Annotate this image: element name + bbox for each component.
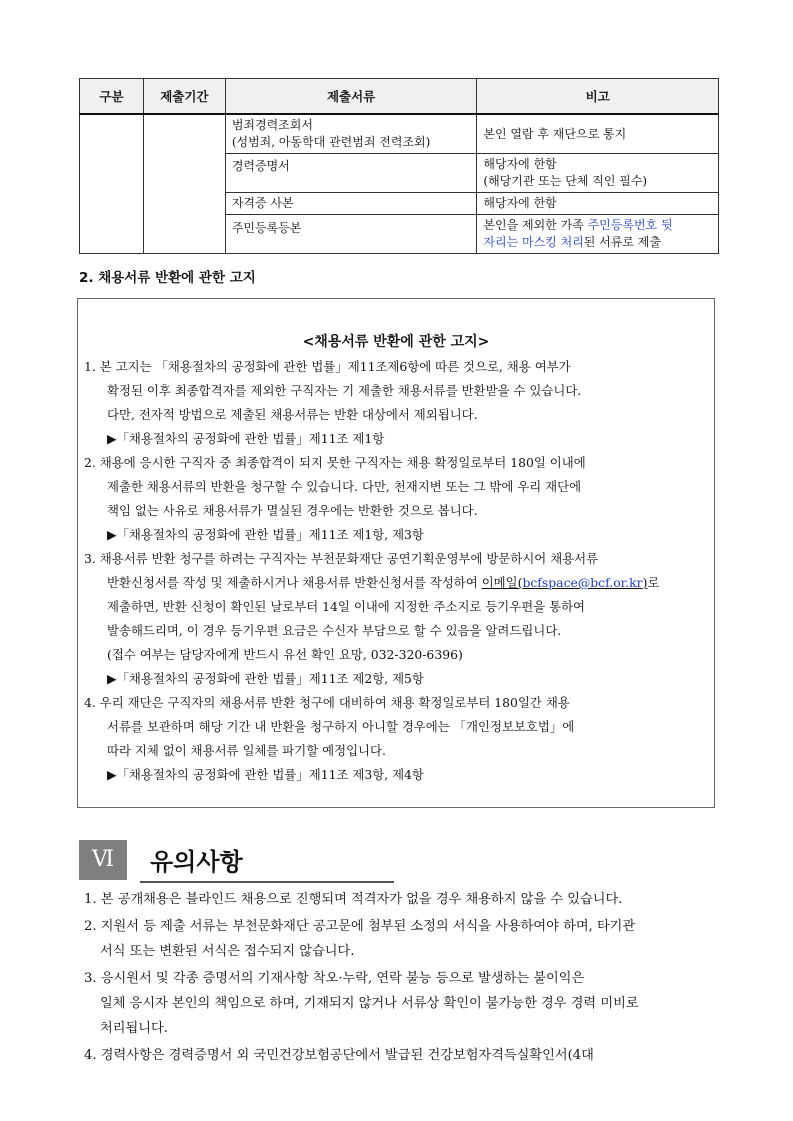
email-link[interactable] [482, 575, 648, 590]
table-row [80, 114, 719, 154]
period-cell [143, 114, 225, 254]
doc-name: 자격증 사본 [231, 196, 294, 210]
notice-line [107, 575, 659, 591]
caution-item: 4. 경력사항은 경력증명서 외 국민건강보험공단에서 발급된 건강보험자격득실확인서(4대 [84, 1048, 594, 1063]
doc-name: 경력증명서 [231, 158, 290, 173]
section-title: 유의사항 [150, 848, 243, 876]
remark-text: 해당자에 한함 [483, 157, 557, 171]
remark-text [483, 234, 712, 251]
doc-detail: (성범죄, 아동학대 관련범죄 전력조회) [231, 135, 431, 149]
notice-text: 반환신청서를 작성 및 제출하시거나 채용서류 반환신청서를 작성하여 [107, 575, 482, 590]
header-period: 제출기간 [143, 79, 225, 115]
doc-cell [225, 114, 477, 154]
remark-text-part: 된 서류로 제출 [583, 235, 661, 249]
section-number-badge: Ⅵ [79, 840, 127, 880]
notice-line: 3. 채용서류 반환 청구를 하려는 구직자는 부천문화재단 공연기획운영부에 방문하시어 채용서류 [84, 551, 599, 566]
notice-line: 2. 채용에 응시한 구직자 중 최종합격이 되지 못한 구직자는 채용 확정일로부터 180일 이내에 [84, 455, 586, 470]
notice-reference: ▶「채용절차의 공정화에 관한 법률」제11조 제1항 [107, 431, 385, 446]
notice-line: 발송해드리며, 이 경우 등기우편 요금은 수신자 부담으로 할 수 있음을 알려드립니다. [107, 623, 562, 638]
remark-cell [477, 154, 719, 193]
doc-cell [225, 193, 477, 215]
caution-item: 1. 본 공개채용은 블라인드 채용으로 진행되며 적격자가 없을 경우 채용하지 않을 수 있습니다. [84, 892, 623, 907]
notice-line: 1. 본 고지는 「채용절차의 공정화에 관한 법률」제11조제6항에 따른 것으로, 채용 여부가 [84, 359, 571, 374]
doc-name: 범죄경력조회서 [231, 118, 313, 132]
category-cell [80, 114, 144, 254]
doc-name: 주민등록등본 [231, 220, 302, 235]
doc-cell [225, 154, 477, 193]
section-heading: 2. 채용서류 반환에 관한 고지 [79, 270, 256, 286]
remark-detail: (해당기관 또는 단체 직인 필수) [483, 174, 648, 188]
caution-item: 처리됩니다. [100, 1021, 168, 1036]
remark-text [483, 217, 712, 234]
notice-line: 책임 없는 사유로 채용서류가 멸실된 경우에는 반환한 것으로 봅니다. [107, 503, 478, 518]
remark-text: 본인 열람 후 재단으로 통지 [483, 126, 627, 141]
email-address: bcfspace@bcf.or.kr [522, 575, 643, 590]
notice-reference: ▶「채용절차의 공정화에 관한 법률」제11조 제3항, 제4항 [107, 767, 424, 782]
remark-text-part: 본인을 제외한 가족 [483, 218, 588, 232]
notice-line: 4. 우리 재단은 구직자의 채용서류 반환 청구에 대비하여 채용 확정일로부터 180일간 채용 [84, 695, 570, 710]
notice-reference: ▶「채용절차의 공정화에 관한 법률」제11조 제2항, 제5항 [107, 671, 424, 686]
caution-item: 일체 응시자 본인의 책임으로 하며, 기재되지 않거나 서류상 확인이 불가능한 경우 경력 미비로 [100, 996, 639, 1011]
notice-line: 제출한 채용서류의 반환을 청구할 수 있습니다. 다만, 천재지변 또는 그 밖에 우리 재단에 [107, 479, 582, 494]
caution-item: 서식 또는 변환된 서식은 접수되지 않습니다. [100, 944, 355, 959]
caution-item: 2. 지원서 등 제출 서류는 부천문화재단 공고문에 첨부된 소정의 서식을 사용하여야 하며, 타기관 [84, 919, 636, 934]
doc-cell [225, 215, 477, 254]
notice-line: 서류를 보관하며 해당 기간 내 반환을 청구하지 아니할 경우에는 「개인정보보호법」에 [107, 719, 575, 734]
notice-line: (접수 여부는 담당자에게 반드시 유선 확인 요망, 032-320-6396) [107, 647, 463, 662]
section-title-underline [140, 881, 394, 883]
email-label: 이메일( [481, 575, 523, 590]
header-remarks: 비고 [477, 79, 719, 115]
remark-highlight: 자리는 마스킹 처리 [483, 235, 584, 249]
notice-line: 따라 지체 없이 채용서류 일체를 파기할 예정입니다. [107, 743, 386, 758]
notice-line: 제출하면, 반환 신청이 확인된 날로부터 14일 이내에 지정한 주소지로 등기우편을 통하여 [107, 599, 586, 614]
remark-text: 해당자에 한함 [483, 196, 557, 210]
header-documents: 제출서류 [225, 79, 477, 115]
email-paren: ) [642, 575, 648, 590]
remark-cell [477, 114, 719, 154]
notice-reference: ▶「채용절차의 공정화에 관한 법률」제11조 제1항, 제3항 [107, 527, 424, 542]
header-category: 구분 [80, 79, 144, 115]
notice-line: 다만, 전자적 방법으로 제출된 채용서류는 반환 대상에서 제외됩니다. [107, 407, 478, 422]
remark-highlight: 주민등록번호 뒷 [587, 218, 673, 232]
remark-cell [477, 215, 719, 254]
caution-item: 3. 응시원서 및 각종 증명서의 기재사항 착오·누락, 연락 불능 등으로 발생하는 불이익은 [84, 971, 585, 986]
notice-title: <채용서류 반환에 관한 고지> [302, 334, 490, 350]
submission-documents-table [79, 78, 719, 254]
table-header-row [80, 79, 719, 115]
notice-line: 확정된 이후 최종합격자를 제외한 구직자는 기 제출한 채용서류를 반환받을 수 있습니다. [107, 383, 582, 398]
remark-cell [477, 193, 719, 215]
notice-text: 로 [647, 575, 660, 590]
